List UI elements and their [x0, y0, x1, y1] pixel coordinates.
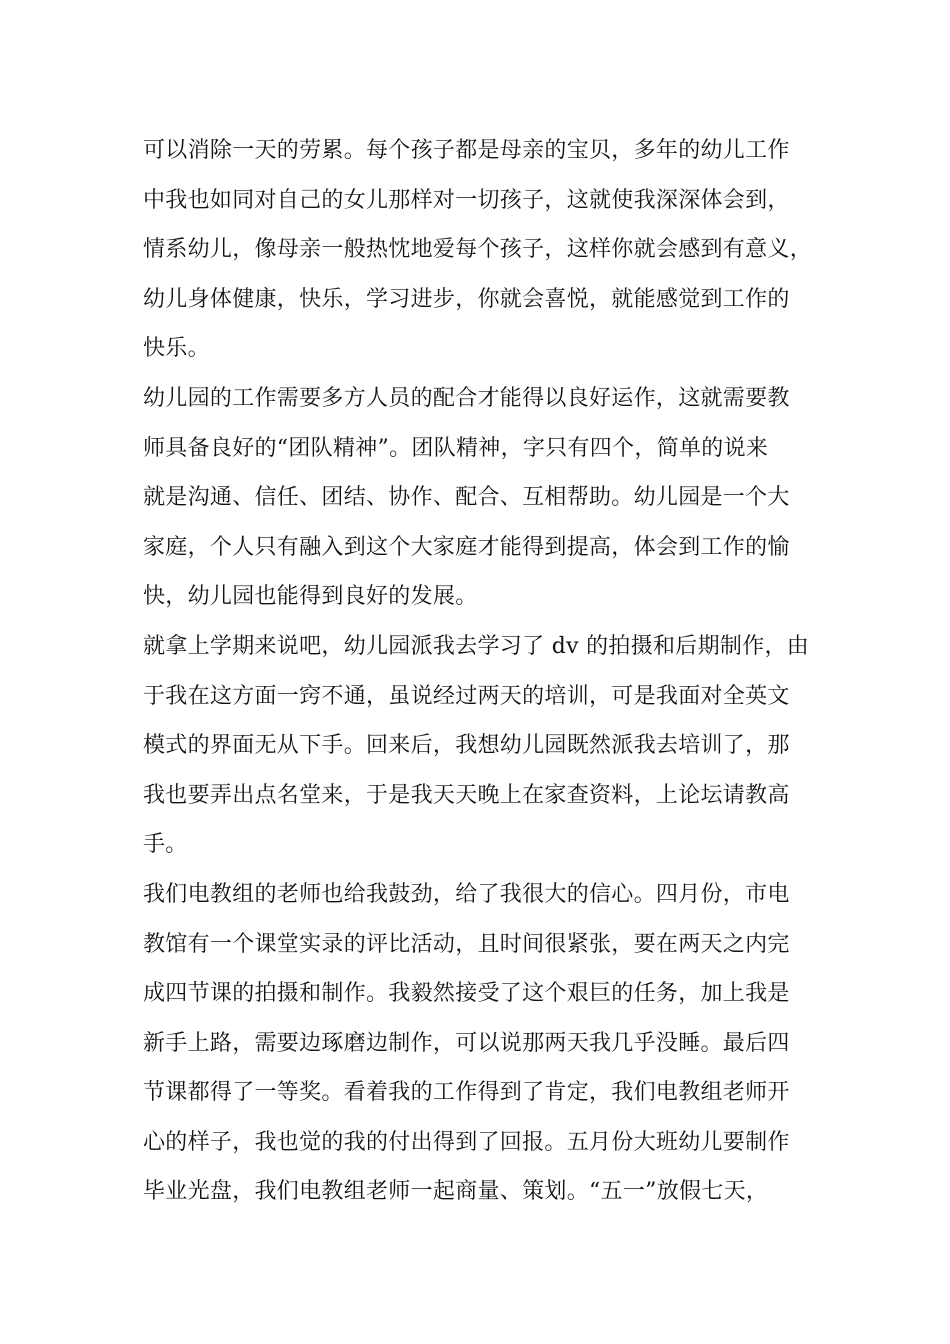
text-line: 新手上路，需要边琢磨边制作，可以说那两天我几乎没睡。最后四 [143, 1030, 790, 1056]
text-line: 幼儿身体健康，快乐，学习进步，你就会喜悦，就能感觉到工作的 [143, 286, 790, 312]
text-line: 心的样子，我也觉的我的付出得到了回报。五月份大班幼儿要制作 [143, 1129, 790, 1155]
text-line: 情系幼儿，像母亲一般热忱地爱每个孩子，这样你就会感到有意义， [143, 237, 813, 263]
text-line: 节课都得了一等奖。看着我的工作得到了肯定，我们电教组老师开 [143, 1080, 790, 1106]
text-line: 可以消除一天的劳累。每个孩子都是母亲的宝贝，多年的幼儿工作 [143, 138, 790, 163]
text-line: 于我在这方面一窍不通，虽说经过两天的培训，可是我面对全英文 [143, 683, 790, 709]
text-line: 模式的界面无从下手。回来后，我想幼儿园既然派我去培训了，那 [143, 733, 790, 759]
text-line: 就是沟通、信任、团结、协作、配合、互相帮助。幼儿园是一个大 [143, 485, 790, 511]
text-line: 我们电教组的老师也给我鼓劲，给了我很大的信心。四月份，市电 [143, 881, 790, 907]
text-line: 师具备良好的“团队精神”。团队精神，字只有四个，简单的说来 [143, 435, 769, 461]
text-line: 快，幼儿园也能得到良好的发展。 [143, 584, 478, 610]
text-line: 我也要弄出点名堂来，于是我天天晚上在家查资料，上论坛请教高 [143, 782, 790, 808]
text-line: 幼儿园的工作需要多方人员的配合才能得以良好运作，这就需要教 [143, 385, 790, 411]
text-line: 毕业光盘，我们电教组老师一起商量、策划。“五一”放假七天， [143, 1179, 769, 1205]
body-text [143, 126, 833, 1217]
text-line: 快乐。 [143, 336, 210, 362]
text-line: 成四节课的拍摄和制作。我毅然接受了这个艰巨的任务，加上我是 [143, 981, 790, 1007]
text-line: 教馆有一个课堂实录的评比活动，且时间很紧张，要在两天之内完 [143, 931, 790, 957]
text-line: 中我也如同对自己的女儿那样对一切孩子，这就使我深深体会到， [143, 187, 790, 213]
text-line: 手。 [143, 832, 188, 858]
text-line: 家庭，个人只有融入到这个大家庭才能得到提高，体会到工作的愉 [143, 534, 790, 560]
text-line: 就拿上学期来说吧，幼儿园派我去学习了 dv 的拍摄和后期制作，由 [143, 633, 810, 659]
